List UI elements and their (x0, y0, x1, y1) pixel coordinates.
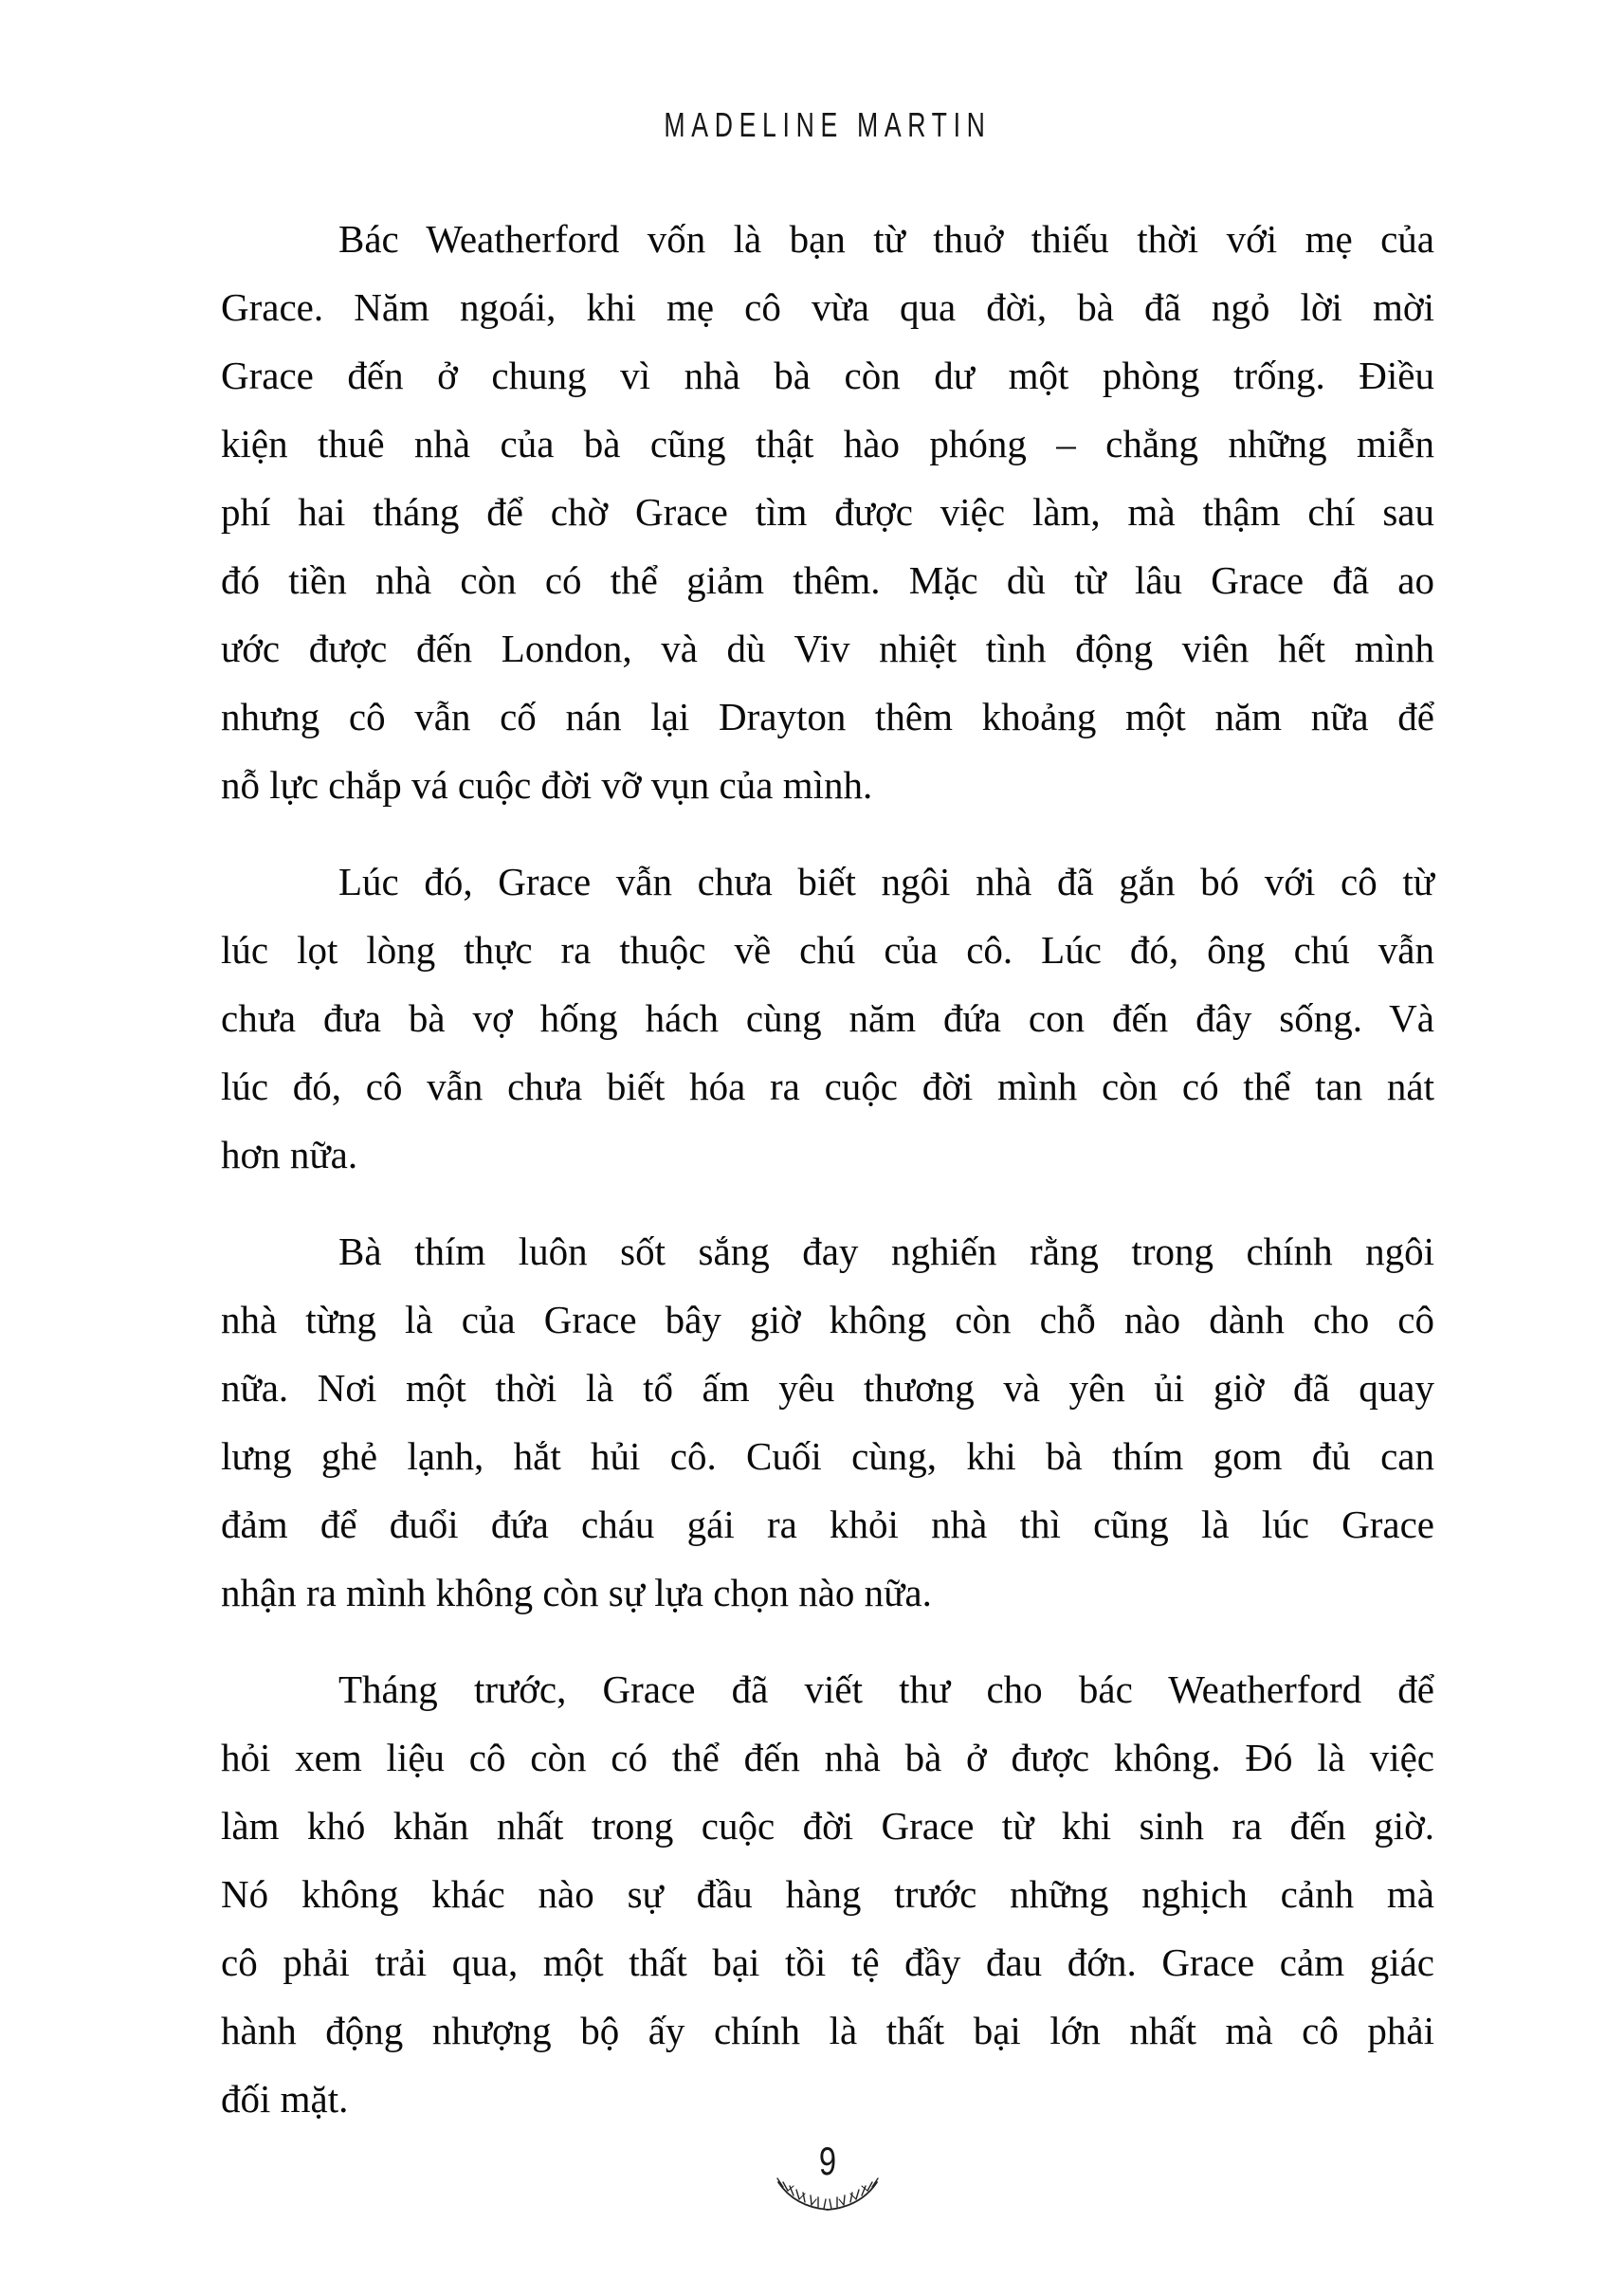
page-footer (221, 2140, 1434, 2216)
text-line: lúc lọt lòng thực ra thuộc về chú của cô. Lúc đó, ông chú vẫn (221, 928, 1434, 972)
paragraph (221, 847, 1434, 1189)
text-line: đối mặt. (221, 2077, 349, 2121)
text-line: ước được đến London, và dù Viv nhiệt tình động viên hết mình (221, 627, 1434, 670)
page-number: 9 (818, 2139, 837, 2183)
text-line: lưng ghẻ lạnh, hắt hủi cô. Cuối cùng, khi bà thím gom đủ can (221, 1434, 1434, 1478)
text-line: Nó không khác nào sự đầu hàng trước những nghịch cảnh mà (221, 1872, 1434, 1916)
text-line: hơn nữa. (221, 1133, 358, 1176)
text-line: nữa. Nơi một thời là tổ ấm yêu thương và yên ủi giờ đã quay (221, 1366, 1434, 1410)
paragraph (221, 1217, 1434, 1627)
text-line: Bác Weatherford vốn là bạn từ thuở thiếu thời với mẹ của (338, 217, 1434, 261)
text-line: hỏi xem liệu cô còn có thể đến nhà bà ở được không. Đó là việc (221, 1736, 1434, 1779)
text-line: nhà từng là của Grace bây giờ không còn chỗ nào dành cho cô (221, 1298, 1434, 1341)
text-line: kiện thuê nhà của bà cũng thật hào phóng – chẳng những miễn (221, 422, 1434, 465)
text-line: Bà thím luôn sốt sắng đay nghiến rằng trong chính ngôi (338, 1229, 1434, 1273)
text-line: Tháng trước, Grace đã viết thư cho bác Weatherford để (338, 1667, 1434, 1711)
paragraph (221, 1655, 1434, 2133)
text-line: nhận ra mình không còn sự lựa chọn nào nữa. (221, 1571, 932, 1614)
text-line: nhưng cô vẫn cố nán lại Drayton thêm khoảng một năm nữa để (221, 695, 1434, 738)
text-line: làm khó khăn nhất trong cuộc đời Grace từ khi sinh ra đến giờ. (221, 1804, 1434, 1848)
text-line: Lúc đó, Grace vẫn chưa biết ngôi nhà đã gắn bó với cô từ (338, 860, 1434, 903)
text-line: cô phải trải qua, một thất bại tồi tệ đầy đau đớn. Grace cảm giác (221, 1940, 1434, 1984)
text-line: Grace đến ở chung vì nhà bà còn dư một phòng trống. Điều (221, 354, 1434, 397)
text-line: lúc đó, cô vẫn chưa biết hóa ra cuộc đời mình còn có thể tan nát (221, 1065, 1434, 1108)
text-line: đảm để đuổi đứa cháu gái ra khỏi nhà thì cũng là lúc Grace (221, 1503, 1434, 1546)
text-line: đó tiền nhà còn có thể giảm thêm. Mặc dù từ lâu Grace đã ao (221, 558, 1434, 602)
running-header-author: MADELINE MARTIN (664, 105, 992, 144)
text-line: nỗ lực chắp vá cuộc đời vỡ vụn của mình. (221, 763, 873, 807)
text-line: chưa đưa bà vợ hống hách cùng năm đứa con đến đây sống. Và (221, 996, 1434, 1040)
body-text (221, 205, 1434, 2161)
text-line: phí hai tháng để chờ Grace tìm được việc làm, mà thậm chí sau (221, 490, 1434, 534)
text-line: Grace. Năm ngoái, khi mẹ cô vừa qua đời, bà đã ngỏ lời mời (221, 285, 1434, 329)
paragraph (221, 205, 1434, 819)
text-line: hành động nhượng bộ ấy chính là thất bại lớn nhất mà cô phải (221, 2009, 1434, 2052)
